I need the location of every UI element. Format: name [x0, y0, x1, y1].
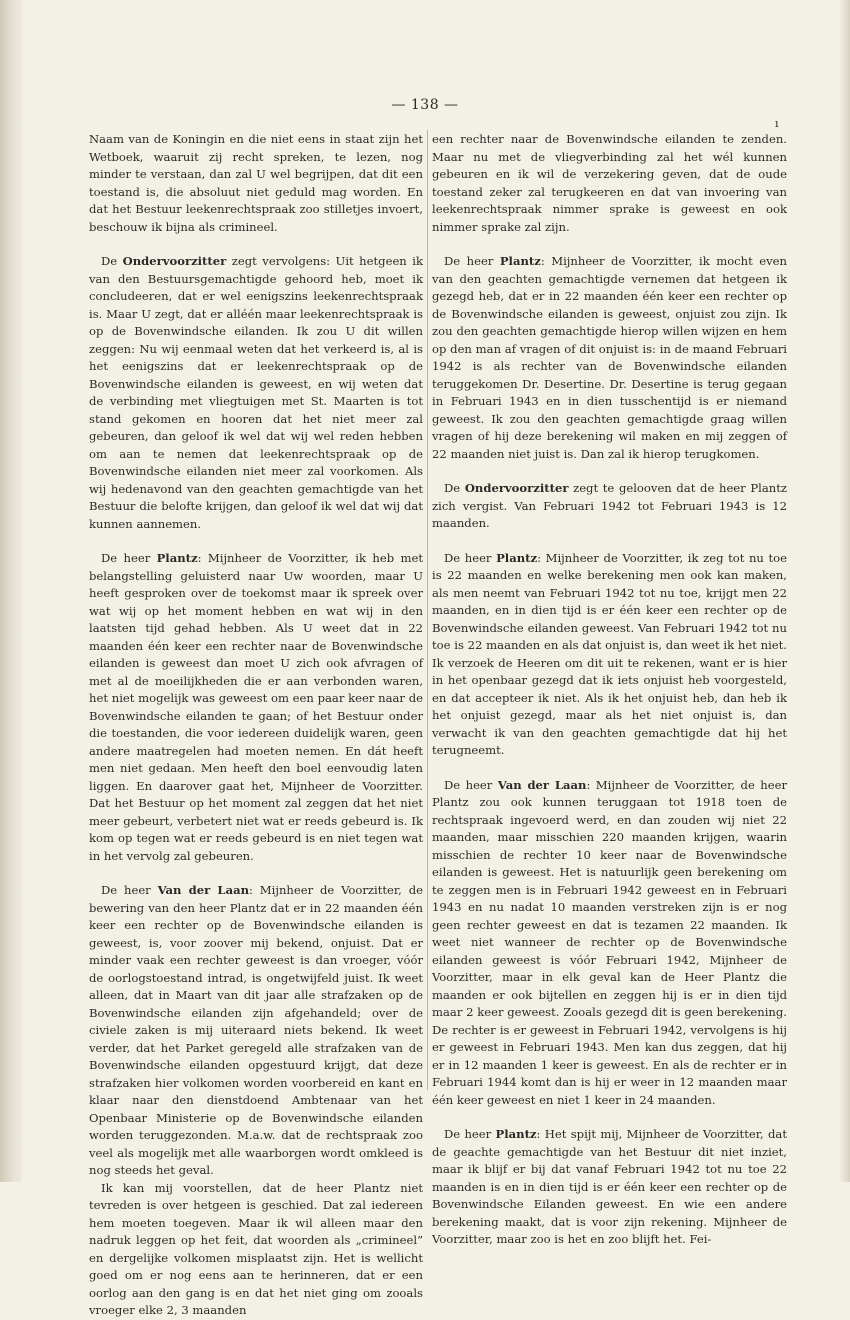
corner-mark: ı — [775, 117, 779, 130]
page-binding-shadow — [0, 0, 22, 1182]
paragraph — [89, 550, 423, 865]
paragraph — [432, 1126, 787, 1249]
speaker-name: Ondervoorzitter — [464, 481, 569, 495]
paragraph — [89, 253, 423, 533]
speech-text: zegt vervolgens: Uit hetgeen ik van den Bestuursgemachtigde gehoord heb, moet ik concludeeren, dat er wel eenigszins leekenrechtspraak is. Maar U zegt, dat er alléén maar leekenrechtspraak is op de Bovenwindsche eilanden. Ik zou U dit willen zeggen: Nu wij eenmaal weten dat het verkeerd is, al is het eenigszins dat er leekenrechtspraak op de Bovenwindsche eilanden is geweest, en wij weten dat de verbinding met vliegtuigen met St. Maarten is tot stand gekomen en hooren dat het niet meer zal gebeuren, dan geloof ik wel dat wij wel reden hebben om aan te nemen dat leekenrechtspraak op de Bovenwindsche eilanden niet meer zal voorkomen. Als wij hedenavond van den geachten gemachtigde van het Bestuur die belofte krijgen, dan geloof ik wel dat wij dat kunnen aannemen. — [89, 254, 423, 531]
speaker-name: Van der Laan — [497, 777, 587, 792]
lead-text: De — [444, 481, 465, 495]
speaker-name: Plantz — [499, 254, 541, 268]
speaker-name: Plantz — [156, 551, 198, 565]
speech-text: : Mijnheer de Voorzitter, ik mocht even van den geachten gemachtigde vernemen dat hetgeen ik gezegd heb, dat er in 22 maanden één keer een rechter op de Bovenwindsche eilanden is geweest, onjuist zou zijn. Ik zou den geachten gemachtigde hierop willen wijzen en hem op den man af vragen of dit onjuist is: in de maand Februari 1942 is als rechter van de Bovenwindsche eilanden teruggekomen Dr. Desertine. Dr. Desertine is terug gegaan in Februari 1943 en in dien tusschentijd is er niemand geweest. Ik zou den geachten gemachtigde graag willen vragen of hij deze berekening wil maken en mij zeggen of 22 maanden niet juist is. Dan zal ik hierop terugkomen. — [432, 254, 788, 461]
paragraph — [89, 882, 423, 1180]
speaker-name: Ondervoorzitter — [122, 254, 227, 268]
lead-text: De heer — [444, 550, 497, 565]
speech-text: : Het spijt mij, Mijnheer de Voorzitter, dat de geachte gemachtigde van het Bestuur dit niet inziet, maar ik blijf er bij dat vanaf Februari 1942 tot nu toe 22 maanden is en in dien tijd is er één keer een rechter op de Bovenwindsche Eilanden geweest. En wie een andere berekening maakt, dat is voor zijn rekening. Mijnheer de Voorzitter, maar zoo is het en zoo blijft het. Fei- — [432, 1127, 787, 1246]
lead-text: De heer — [444, 1127, 496, 1141]
right-column — [432, 131, 787, 1249]
speaker-name: Van der Laan — [157, 883, 250, 897]
paragraph — [432, 777, 787, 1110]
paragraph — [432, 550, 787, 760]
lead-text: De — [101, 254, 123, 268]
column-divider — [427, 130, 428, 1090]
paragraph: een rechter naar de Bovenwindsche eilanden te zenden. Maar nu met de vliegverbinding zal het wél kunnen gebeuren en ik wil de verzekering geven, dat de oude toestand zeker zal terugkeeren en dat van invoering van leekenrechtspraak nimmer sprake is geweest en ook nimmer sprake zal zijn. — [432, 132, 787, 234]
paragraph: Naam van de Koningin en die niet eens in staat zijn het Wetboek, waaruit zij recht spreken, te lezen, nog minder te verstaan, dan zal U wel begrijpen, dat dit een toestand is, die absoluut niet geduld mag worden. En dat het Bestuur leekenrechtspraak zoo stilletjes invoert, beschouw ik bijna als crimineel. — [89, 132, 423, 234]
speech-text: : Mijnheer de Voorzitter, de heer Plantz zou ook kunnen teruggaan tot 1918 toen de rechtspraak ingevoerd werd, en dan zouden wij niet 22 maanden, maar misschien 220 maanden krijgen, waarin misschien de rechter 10 keer naar de Bovenwindsche eilanden is geweest. Het is natuurlijk geen berekening om te zeggen men is in Februari 1942 geweest en in Februari 1943 en nu nadat 10 maanden verstreken zijn is er nog geen rechter geweest en dat is tezamen 22 maanden. Ik weet niet wanneer de rechter op de Bovenwindsche eilanden geweest is vóór Februari 1942, Mijnheer de Voorzitter, maar in elk geval kan de Heer Plantz die maanden er ook bijtellen en zeggen hij is er in dien tijd maar 2 keer geweest. Zooals gezegd dit is geen berekening. De rechter is er geweest in Februari 1942, vervolgens is hij er geweest in Februari 1943. Men kan dus zeggen, dat hij er in 12 maanden 1 keer is geweest. En als de rechter er in Februari 1944 komt dan is hij er weer in 12 maanden maar één keer geweest en niet 1 keer in 24 maanden. — [432, 777, 787, 1107]
speaker-name: Plantz — [496, 550, 538, 565]
lead-text: De heer — [444, 254, 500, 268]
paragraph — [432, 480, 787, 533]
speaker-name: Plantz — [495, 1127, 537, 1141]
left-column — [89, 131, 423, 1320]
page-edge-shadow — [840, 0, 850, 1182]
lead-text: De heer — [444, 777, 498, 792]
paragraph: Ik kan mij voorstellen, dat de heer Plantz niet tevreden is over hetgeen is geschied. Dat zal iedereen hem moeten toegeven. Maar ik wil alleen maar den nadruk leggen op het feit, dat woorden als „crimineel” en dergelijke volkomen misplaatst zijn. Het is wellicht goed om er nog eens aan te herinneren, dat er een oorlog aan den gang is en dat het niet ging om zooals vroeger elke 2, 3 maanden — [89, 1180, 423, 1317]
speech-text: zegt te gelooven dat de heer Plantz zich vergist. Van Februari 1942 tot Februari 1943 is 12 maanden. — [432, 481, 788, 530]
lead-text: De heer — [101, 551, 157, 565]
page-number: — 138 — — [391, 97, 459, 113]
speech-text: : Mijnheer de Voorzitter, de bewering van den heer Plantz dat er in 22 maanden één keer een rechter op de Bovenwindsche eilanden is geweest, is, voor zoover mij bekend, onjuist. Dat er minder vaak een rechter geweest is dan vroeger, vóór de oorlogstoestand intrad, is ongetwijfeld juist. Ik weet alleen, dat in Maart van dit jaar alle strafzaken op de Bovenwindsche eilanden zijn afgehandeld; over de civiele zaken is mij uiteraard niets bekend. Ik weet verder, dat het Parket geregeld alle strafzaken van de Bovenwindsche eilanden opgestuurd krijgt, dat deze strafzaken hier volkomen worden voorbereid en kant en klaar naar den dienstdoend Ambtenaar van het Openbaar Ministerie op de Bovenwindsche eilanden worden teruggezonden. M.a.w. dat de rechtspraak zoo veel als mogelijk met alle waarborgen wordt omkleed is nog steeds het geval. — [89, 883, 423, 1177]
speech-text: : Mijnheer de Voorzitter, ik heb met belangstelling geluisterd naar Uw woorden, maar U heeft gesproken over de toekomst maar ik spreek over wat wij op het moment hebben en wat wij in den laatsten tijd gehad hebben. Als U weet dat in 22 maanden één keer een rechter naar de Bovenwindsche eilanden is geweest dan moet U zich ook afvragen of met al de moeilijkheden die er aan verbonden waren, het niet mogelijk was geweest om een paar keer naar de Bovenwindsche eilanden te gaan; of het Bestuur onder die toestanden, die voor iedereen duidelijk waren, geen andere maatregelen had moeten nemen. En dát heeft men niet gedaan. Men heeft den boel eenvoudig laten liggen. En daarover gaat het, Mijnheer de Voorzitter. Dat het Bestuur op het moment zal zeggen dat het niet meer gebeurt, verbetert niet wat er reeds gebeurd is. Ik kom op tegen wat er reeds gebeurd is en niet tegen wat in het vervolg zal gebeuren. — [89, 551, 423, 863]
paragraph — [432, 253, 787, 463]
speech-text: : Mijnheer de Voorzitter, ik zeg tot nu toe is 22 maanden en welke berekening men ook kan maken, als men neemt van Februari 1942 tot nu toe, krijgt men 22 maanden, en in dien tijd is er één keer een rechter op de Bovenwindsche eilanden geweest. Van Februari 1942 tot nu toe is 22 maanden en als dat onjuist is, dan weet ik het niet. Ik verzoek de Heeren om dit uit te rekenen, want er is hier in het openbaar gezegd dat ik iets onjuist heb voorgesteld, en dat accepteer ik niet. Als ik het onjuist heb, dan heb ik het onjuist gezegd, maar als het niet onjuist is, dan verwacht ik van den geachten gemachtigde dat hij het terugneemt. — [432, 550, 787, 757]
lead-text: De heer — [101, 883, 158, 897]
